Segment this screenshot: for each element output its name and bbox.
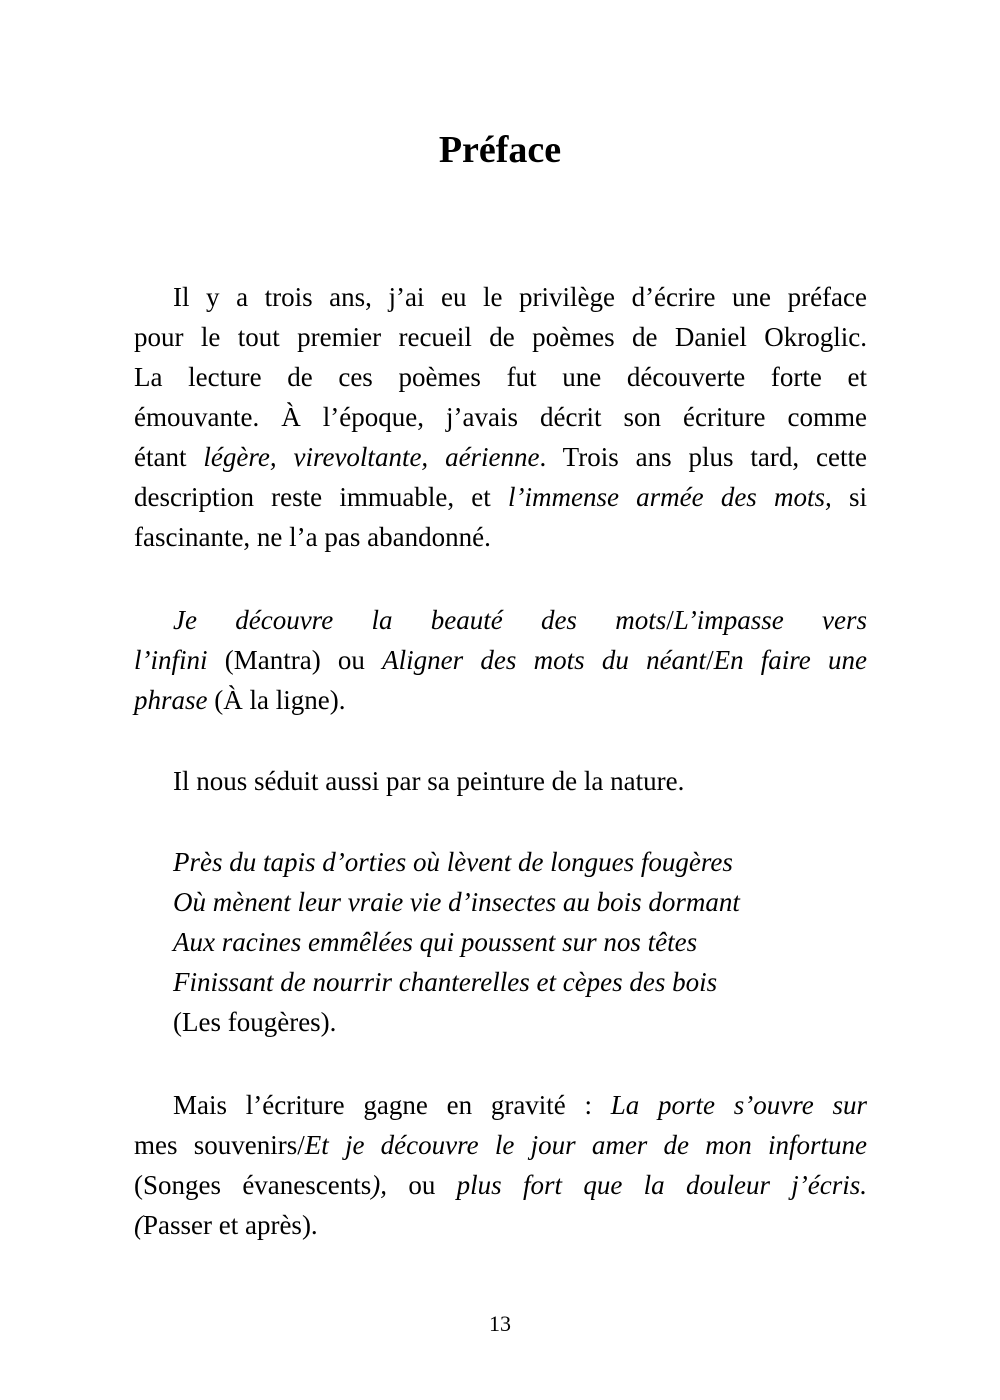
text-segment: (À la ligne). bbox=[207, 685, 346, 715]
italic-quote: ), bbox=[371, 1170, 388, 1200]
text-segment: Passer et après). bbox=[143, 1210, 318, 1240]
text-line bbox=[134, 1085, 867, 1125]
text-line: Il y a trois ans, j’ai eu le privilège d’écrire une préface bbox=[173, 282, 867, 312]
verse-line bbox=[134, 842, 867, 882]
verse-line bbox=[134, 882, 867, 922]
verse-source: (Les fougères). bbox=[173, 1007, 337, 1037]
text-line: pour le tout premier recueil de poèmes de Daniel Okroglic. bbox=[134, 322, 867, 352]
text-line: La lecture de ces poèmes fut une découverte forte et bbox=[134, 362, 867, 392]
paragraph-gravity bbox=[134, 1085, 867, 1245]
text-segment: ou bbox=[387, 1170, 457, 1200]
italic-quote: La porte s’ouvre sur bbox=[610, 1090, 867, 1120]
text-line bbox=[134, 437, 867, 477]
italic-verse: Près du tapis d’orties où lèvent de longues fougères bbox=[173, 847, 733, 877]
italic-quote: Je découvre la beauté des mots bbox=[173, 605, 667, 635]
italic-verse: Finissant de nourrir chanterelles et cèpes des bois bbox=[173, 967, 718, 997]
page-title: Préface bbox=[438, 129, 562, 171]
text-segment: Mais l’écriture gagne en gravité : bbox=[173, 1090, 611, 1120]
text-line: Il nous séduit aussi par sa peinture de la nature. bbox=[173, 766, 685, 796]
italic-quote: l’immense armée des mots, bbox=[507, 482, 832, 512]
text-segment: étant bbox=[134, 442, 204, 472]
italic-quote: plus fort que la douleur j’écris. bbox=[456, 1170, 868, 1200]
text-segment: / bbox=[706, 645, 714, 675]
text-line: fascinante, ne l’a pas abandonné. bbox=[134, 522, 491, 552]
italic-quote: Aligner des mots du néant bbox=[382, 645, 707, 675]
text-segment: si bbox=[831, 482, 867, 512]
italic-verse: Aux racines emmêlées qui poussent sur nos têtes bbox=[173, 927, 698, 957]
italic-quote: En faire une bbox=[713, 645, 868, 675]
text-line bbox=[134, 1205, 867, 1245]
italic-quote: phrase bbox=[134, 685, 208, 715]
text-segment: / bbox=[666, 605, 674, 635]
text-segment: . Trois ans plus tard, cette bbox=[539, 442, 867, 472]
text-segment: (Mantra) ou bbox=[207, 645, 383, 675]
text-line: émouvante. À l’époque, j’avais décrit son écriture comme bbox=[134, 402, 867, 432]
text-segment: / bbox=[297, 1130, 305, 1160]
text-line bbox=[134, 680, 867, 720]
paragraph-quotes bbox=[134, 600, 867, 720]
text-segment: (Songes évanescents bbox=[134, 1170, 372, 1200]
poem-excerpt bbox=[134, 842, 867, 1042]
italic-verse: Où mènent leur vraie vie d’insectes au bois dormant bbox=[173, 887, 740, 917]
text-line bbox=[134, 477, 867, 517]
paragraph-intro bbox=[134, 277, 867, 557]
text-line bbox=[134, 1125, 867, 1165]
italic-quote: Et je découvre le jour amer de mon infortune bbox=[304, 1130, 867, 1160]
text-segment: description reste immuable, et bbox=[134, 482, 508, 512]
italic-quote: L’impasse vers bbox=[673, 605, 867, 635]
italic-quote: l’infini bbox=[134, 645, 208, 675]
italic-quote: ( bbox=[134, 1210, 143, 1240]
italic-quote: légère, virevoltante, aérienne bbox=[203, 442, 540, 472]
text-line bbox=[134, 600, 867, 640]
text-line bbox=[134, 1165, 867, 1205]
page-number: 13 bbox=[489, 1311, 511, 1336]
text-line bbox=[134, 640, 867, 680]
verse-line bbox=[134, 962, 867, 1002]
text-segment: mes souvenirs bbox=[134, 1130, 298, 1160]
verse-line bbox=[134, 922, 867, 962]
paragraph-nature bbox=[134, 761, 867, 801]
